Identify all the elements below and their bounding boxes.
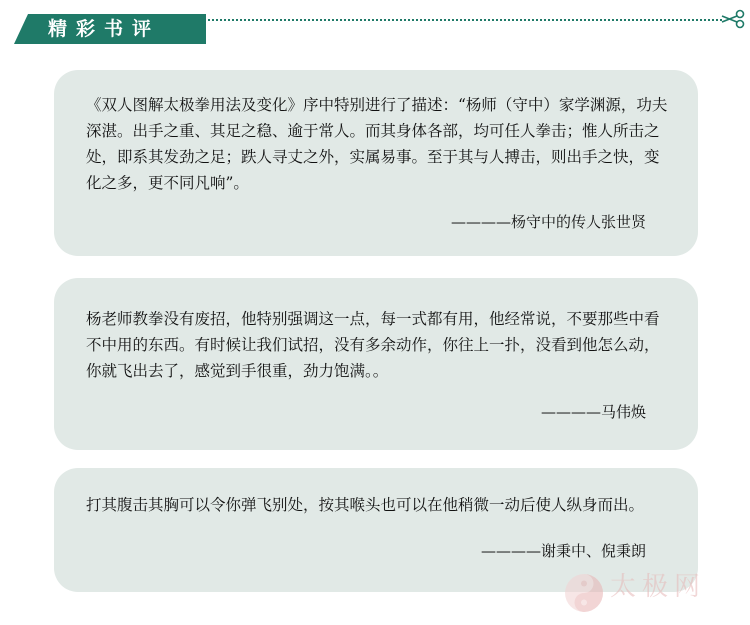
review-card-1 <box>54 70 698 256</box>
section-title: 精彩书评 <box>48 18 161 40</box>
review-text: 打其腹击其胸可以令你弹飞别处，按其喉头也可以在他稍微一动后使人纵身而出。 <box>86 496 645 514</box>
review-card-2 <box>54 278 698 450</box>
review-card-3 <box>54 468 698 592</box>
review-text: 杨老师教拳没有废招，他特别强调这一点，每一式都有用，他经常说，不要那些中看不中用的东西。有时候让我们试招，没有多余动作，你往上一扑，没看到他怎么动，你就飞出去了，感觉到手很重，劲力饱满。。 <box>86 310 660 380</box>
watermark-text: 太极网 <box>610 572 707 602</box>
review-author: ————谢秉中、倪秉朗 <box>480 542 646 560</box>
review-author: ————马伟焕 <box>540 403 646 421</box>
dotted-divider <box>208 19 722 21</box>
review-author: ————杨守中的传人张世贤 <box>450 213 646 231</box>
review-text: 《双人图解太极拳用法及变化》序中特别进行了描述：“杨师（守中）家学渊源，功夫深湛。出手之重、其足之稳、逾于常人。而其身体各部，均可任人拳击；惟人所击之处，即系其发劲之足；跌人寻丈之外，实属易事。至于其与人搏击，则出手之快，变化之多，更不同凡响”。 <box>86 96 668 192</box>
scissors-icon <box>720 8 746 30</box>
